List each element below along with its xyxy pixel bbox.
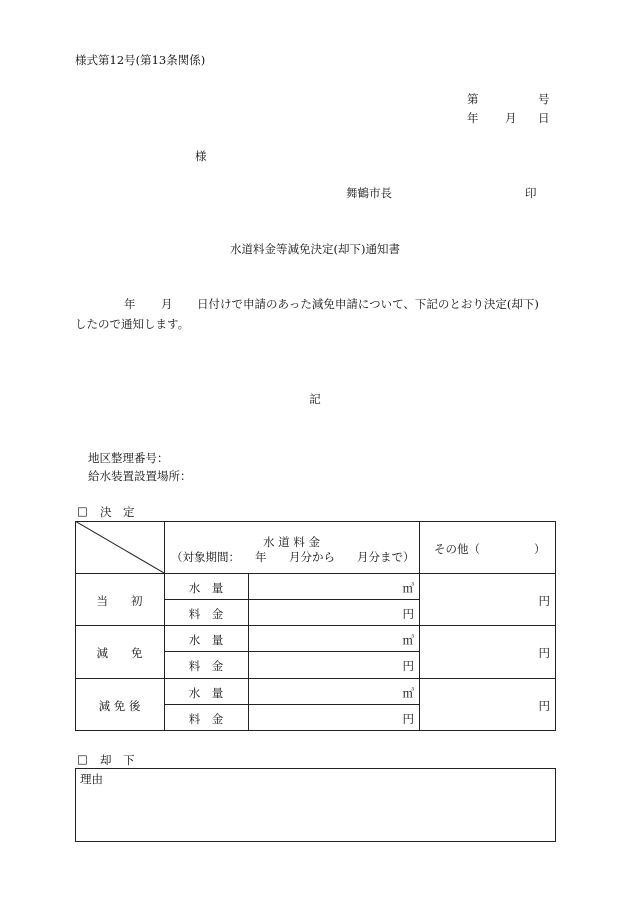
volume-label: 水 量: [188, 633, 224, 647]
fee-label: 料 金: [188, 659, 224, 673]
table-line: [164, 599, 419, 600]
table-line: [75, 678, 556, 679]
issuer-name: 舞鶴市長: [346, 186, 392, 200]
body-line-2: したので通知します。: [75, 317, 190, 331]
table-line: [419, 521, 420, 731]
form-number: 様式第12号(第13条関係): [75, 53, 206, 67]
rejection-label: 却 下: [100, 753, 135, 767]
yen-unit: 円: [402, 712, 414, 726]
cubic-meter-unit: ㎥: [402, 686, 414, 700]
row-label-reduction: 減 免: [96, 646, 143, 660]
decision-label: 決 定: [100, 505, 135, 519]
reason-box[interactable]: [75, 768, 556, 842]
body-line-1: 日付けで申請のあった減免申請について、下記のとおり決定(却下): [197, 297, 539, 311]
other-yen-unit: 円: [538, 594, 550, 608]
cubic-meter-unit: ㎥: [402, 581, 414, 595]
other-yen-unit: 円: [538, 646, 550, 660]
date-year: 年: [467, 111, 479, 125]
rejection-checkbox[interactable]: □: [77, 752, 88, 766]
period-prefix: （対象期間：: [171, 550, 240, 564]
other-yen-unit: 円: [538, 699, 550, 713]
install-location-label: 給水装置設置場所：: [88, 469, 192, 483]
fee-label: 料 金: [188, 607, 224, 621]
doc-number-prefix: 第: [467, 92, 479, 106]
body-month: 月: [161, 297, 173, 311]
other-close: ）: [534, 542, 546, 556]
period-year: 年: [255, 550, 267, 564]
water-fee-header: 水 道 料 金: [263, 535, 320, 549]
doc-number-suffix: 号: [538, 92, 550, 106]
table-line: [248, 573, 249, 731]
document-title: 水道料金等減免決定(却下)通知書: [230, 242, 400, 256]
date-month: 月: [505, 111, 517, 125]
diagonal-slash: [75, 521, 164, 573]
row-label-after-reduction: 減 免 後: [98, 699, 141, 713]
row-label-initial: 当 初: [96, 594, 143, 608]
table-line: [75, 625, 556, 626]
table-line: [164, 651, 419, 652]
period-from: 月分から: [289, 550, 335, 564]
date-day: 日: [538, 111, 550, 125]
seal-mark: 印: [525, 186, 537, 200]
body-year: 年: [124, 297, 136, 311]
table-line: [75, 573, 556, 574]
reason-label: 理由: [80, 772, 103, 786]
district-number-label: 地区整理番号：: [88, 451, 169, 465]
period-to: 月分まで）: [357, 550, 415, 564]
volume-label: 水 量: [188, 686, 224, 700]
other-header: その他（: [434, 542, 480, 556]
table-line: [164, 704, 419, 705]
yen-unit: 円: [402, 659, 414, 673]
recipient-suffix: 様: [195, 149, 207, 163]
decision-checkbox[interactable]: □: [77, 504, 88, 518]
fee-label: 料 金: [188, 712, 224, 726]
ki-marker: 記: [309, 392, 321, 406]
cubic-meter-unit: ㎥: [402, 633, 414, 647]
yen-unit: 円: [402, 607, 414, 621]
volume-label: 水 量: [188, 581, 224, 595]
